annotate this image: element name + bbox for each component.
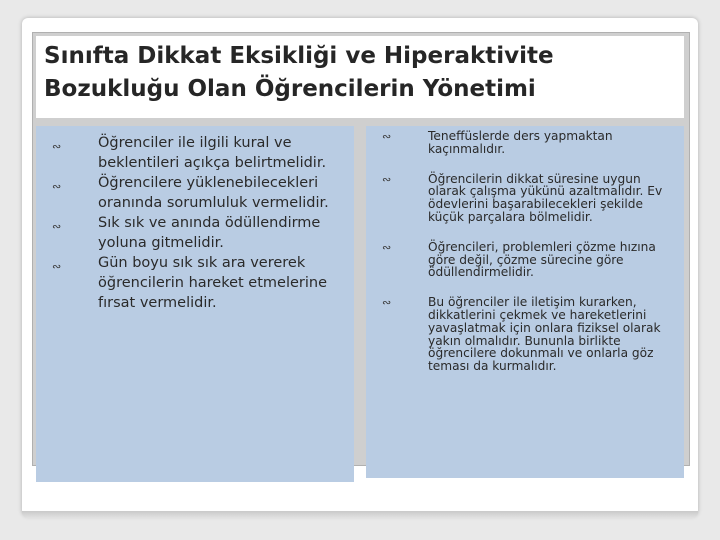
bullet-text: Öğrencilere yüklenebilecekleri oranında sorumluluk vermelidir. [98, 175, 329, 211]
list-item [48, 133, 352, 173]
right-bullet-list [378, 130, 682, 373]
list-item [378, 296, 682, 373]
list-item [378, 130, 682, 156]
bullet-text: Gün boyu sık sık ara vererek öğrencilerin hareket etmelerine fırsat vermelidir. [98, 255, 328, 311]
bullet-icon: ∾ [52, 180, 62, 193]
list-item [378, 241, 682, 279]
bullet-icon: ∾ [52, 260, 62, 273]
slide-title: Sınıfta Dikkat Eksikliği ve Hiperaktivite Bozukluğu Olan Öğrencilerin Yönetimi [44, 43, 554, 102]
bullet-icon: ∾ [382, 172, 392, 186]
bullet-text: Sık sık ve anında ödüllendirme yoluna gitmelidir. [98, 215, 321, 251]
bullet-text: Bu öğrenciler ile iletişim kurarken, dikkatlerini çekmek ve hareketlerini yavaşlatmak için onlara fiziksel olarak yakın olmalıdır. Bununla birlikte öğrencilere dokunmalı ve onlarla göz teması da kurmalıdır. [428, 295, 661, 374]
list-item [48, 213, 352, 253]
bullet-icon: ∾ [52, 220, 62, 233]
bullet-text: Öğrencileri, problemleri çözme hızına göre değil, çözme sürecine göre ödüllendirmelidir. [428, 239, 656, 280]
bullet-icon: ∾ [382, 296, 392, 310]
list-item [48, 173, 352, 213]
bullet-icon: ∾ [382, 130, 392, 143]
bullet-text: Öğrencilerin dikkat süresine uygun olarak çalışma yükünü azaltmalıdır. Ev ödevlerini başarabilecekleri şekilde küçük parçalara bölmelidir. [428, 171, 663, 224]
list-item [48, 253, 352, 313]
bullet-text: Teneffüslerde ders yapmaktan kaçınmalıdır. [428, 129, 613, 156]
list-item [378, 173, 682, 224]
bullet-icon: ∾ [382, 240, 392, 254]
bullet-icon: ∾ [52, 140, 62, 153]
slide-bottom-bar [22, 511, 698, 518]
bullet-text: Öğrenciler ile ilgili kural ve beklentileri açıkça belirtmelidir. [98, 135, 327, 171]
left-bullet-list [48, 133, 352, 313]
